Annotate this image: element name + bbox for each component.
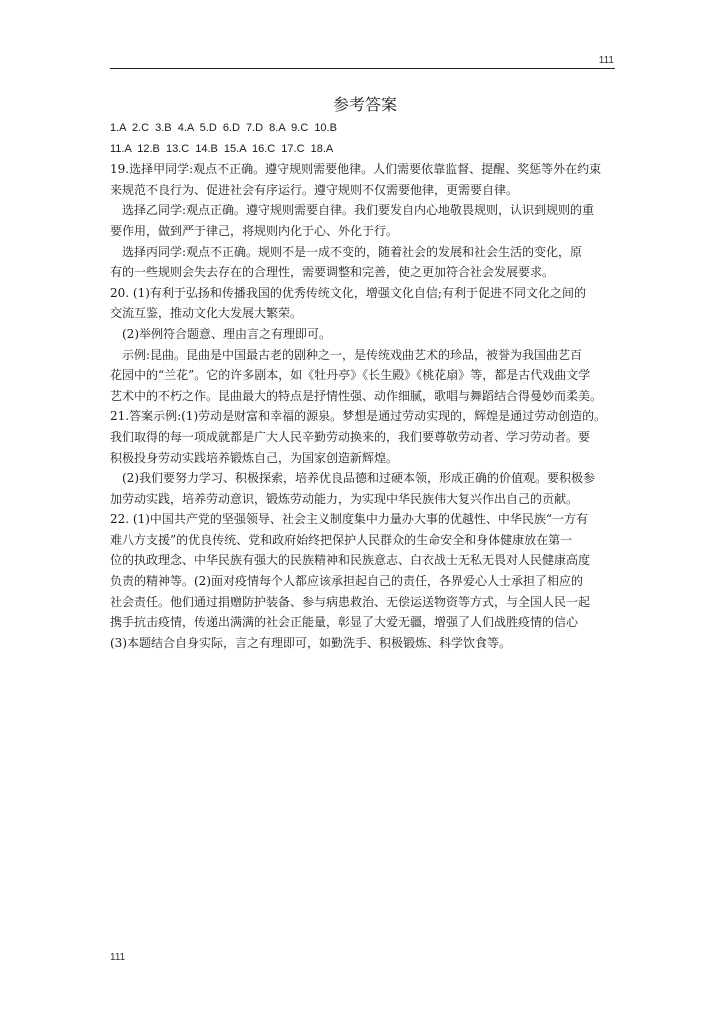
answer-line: 21.答案示例:(1)劳动是财富和幸福的源泉。梦想是通过劳动实现的，辉煌是通过劳动创造的。 bbox=[110, 409, 607, 424]
answer-line: 我们取得的每一项成就都是广大人民辛勤劳动换来的，我们要尊敬劳动者、学习劳动者。要 bbox=[110, 429, 591, 444]
answer-line: (2)我们要努力学习、积极探索，培养优良品德和过硬本领，形成正确的价值观。要积极参 bbox=[122, 471, 596, 486]
answer-line: (2)举例符合题意、理由言之有理即可。 bbox=[122, 326, 331, 341]
answer-line: 积极投身劳动实践培养锻炼自己，为国家创造新辉煌。 bbox=[110, 450, 399, 465]
answer-line: (3)本题结合自身实际，言之有理即可，如勤洗手、积极锻炼、科学饮食等。 bbox=[110, 635, 512, 650]
answer-line: 交流互鉴，推动文化大发展大繁荣。 bbox=[110, 306, 303, 321]
answer-line: 示例:昆曲。昆曲是中国最古老的剧种之一，是传统戏曲艺术的珍品，被誉为我国曲艺百 bbox=[122, 347, 583, 362]
mcq-answers-row-1: 1.A 2.C 3.B 4.A 5.D 6.D 7.D 8.A 9.C 10.B bbox=[110, 122, 337, 134]
answer-line: 19.选择甲同学:观点不正确。遵守规则需要他律。人们需要依靠监督、提醒、奖惩等外在约束 bbox=[110, 162, 602, 177]
mcq-answers-row-2: 11.A 12.B 13.C 14.B 15.A 16.C 17.C 18.A bbox=[110, 142, 334, 155]
answer-line: 有的一些规则会失去存在的合理性，需要调整和完善，使之更加符合社会发展要求。 bbox=[110, 265, 555, 280]
answer-line: 花园中的“兰花”。它的许多剧本，如《牡丹亭》《长生殿》《桃花扇》等，都是古代戏曲文学 bbox=[110, 368, 591, 383]
answer-line: 20. (1)有利于弘扬和传播我国的优秀传统文化，增强文化自信;有利于促进不同文化之间的 bbox=[110, 285, 586, 300]
answer-line: 22. (1)中国共产党的坚强领导、社会主义制度集中力量办大事的优越性、中华民族“一方有 bbox=[110, 512, 589, 527]
answer-line: 加劳动实践，培养劳动意识，锻炼劳动能力，为实现中华民族伟大复兴作出自己的贡献。 bbox=[110, 491, 579, 506]
answer-line: 选择乙同学:观点正确。遵守规则需要自律。我们要发自内心地敬畏规则，认识到规则的重 bbox=[122, 203, 595, 218]
answer-line: 位的执政理念、中华民族有强大的民族精神和民族意志、白衣战士无私无畏对人民健康高度 bbox=[110, 553, 591, 568]
header-rule bbox=[110, 68, 615, 69]
footer-page-number: 111 bbox=[110, 952, 126, 963]
answer-line: 艺术中的不朽之作。昆曲最大的特点是抒情性强、动作细腻，歌唱与舞蹈结合得曼妙而柔美。 bbox=[110, 388, 603, 403]
answer-line: 携手抗击疫情，传递出满满的社会正能量，彰显了大爱无疆，增强了人们战胜疫情的信心 bbox=[110, 615, 579, 630]
header-page-number: 111 bbox=[598, 55, 614, 66]
answer-line: 要作用，做到严于律己，将规则内化于心、外化于行。 bbox=[110, 223, 399, 238]
answer-line: 选择丙同学:观点不正确。规则不是一成不变的，随着社会的发展和社会生活的变化，原 bbox=[122, 244, 583, 259]
answer-line: 难八方支援”的优良传统、党和政府始终把保护人民群众的生命安全和身体健康放在第一 bbox=[110, 532, 573, 547]
answer-line: 社会责任。他们通过捐赠防护装备、参与病患救治、无偿运送物资等方式，与全国人民一起 bbox=[110, 594, 591, 609]
answer-content bbox=[110, 92, 620, 653]
answer-body bbox=[110, 159, 620, 653]
answer-line: 负责的精神等。(2)面对疫情每个人都应该承担起自己的责任，各界爱心人士承担了相应的 bbox=[110, 574, 584, 589]
page-title: 参考答案 bbox=[332, 95, 397, 114]
answer-line: 来规范不良行为、促进社会有序运行。遵守规则不仅需要他律，更需要自律。 bbox=[110, 182, 519, 197]
